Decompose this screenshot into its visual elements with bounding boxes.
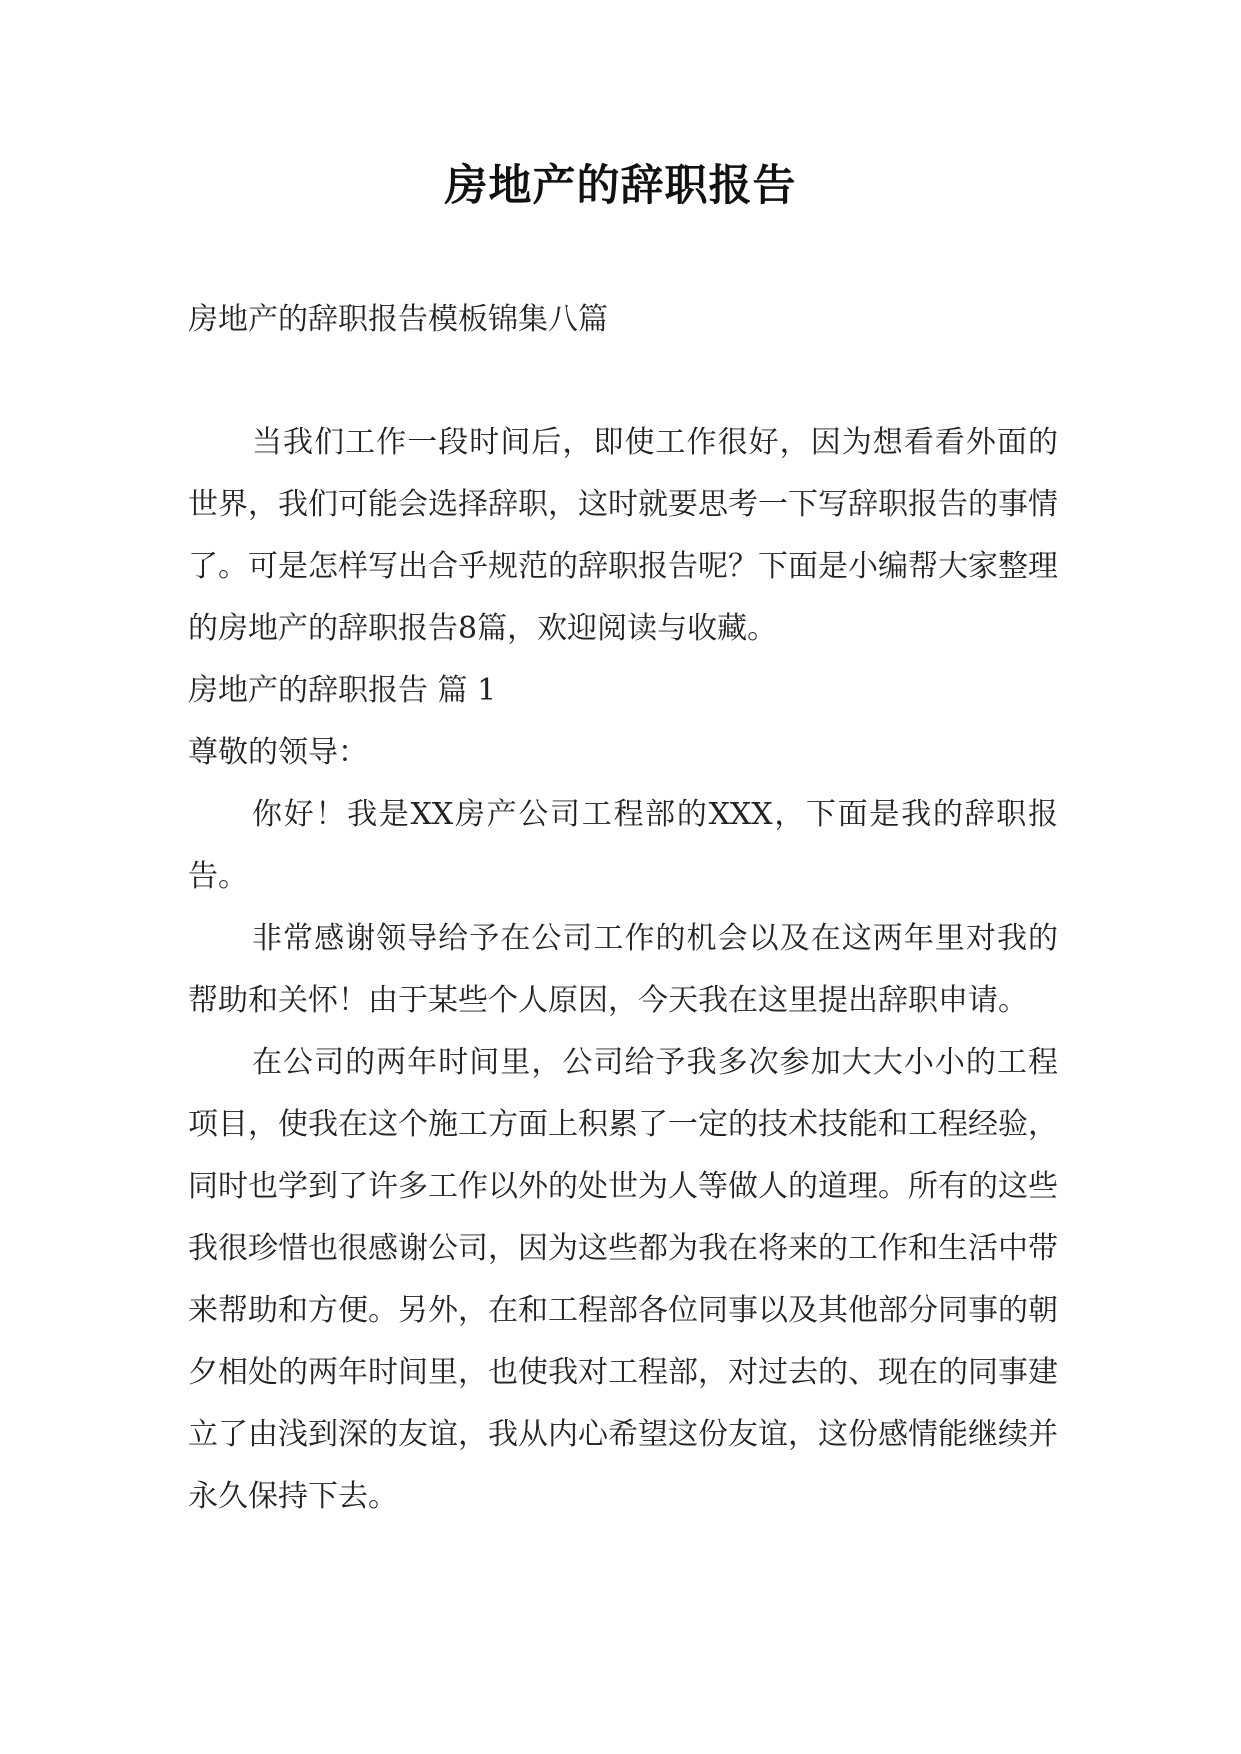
- body-paragraph-3: 在公司的两年时间里，公司给予我多次参加大大小小的工程项目，使我在这个施工方面上积累了一定的技术技能和工程经验，同时也学到了许多工作以外的处世为人等做人的道理。所有的这些我很珍惜也很感谢公司，因为这些都为我在将来的工作和生活中带来帮助和方便。另外，在和工程部各位同事以及其他部分同事的朝夕相处的两年时间里，也使我对工程部，对过去的、现在的同事建立了由浅到深的友谊，我从内心希望这份友谊，这份感情能继续并永久保持下去。: [188, 1045, 1058, 1514]
- document-title: 房地产的辞职报告: [444, 161, 797, 211]
- section-heading: 房地产的辞职报告 篇 1: [188, 673, 497, 708]
- body-paragraph-1: 你好！我是XX房产公司工程部的XXX，下面是我的辞职报告。: [188, 797, 1058, 894]
- salutation: 尊敬的领导：: [188, 735, 368, 770]
- document-body: [188, 412, 1058, 1528]
- body-paragraph-2: 非常感谢领导给予在公司工作的机会以及在这两年里对我的帮助和关怀！由于某些个人原因，今天我在这里提出辞职申请。: [188, 921, 1058, 1018]
- intro-paragraph: 当我们工作一段时间后，即使工作很好，因为想看看外面的世界，我们可能会选择辞职，这时就要思考一下写辞职报告的事情了。可是怎样写出合乎规范的辞职报告呢？下面是小编帮大家整理的房地产的辞职报告8篇，欢迎阅读与收藏。: [188, 425, 1058, 646]
- document-subtitle: 房地产的辞职报告模板锦集八篇: [188, 302, 608, 337]
